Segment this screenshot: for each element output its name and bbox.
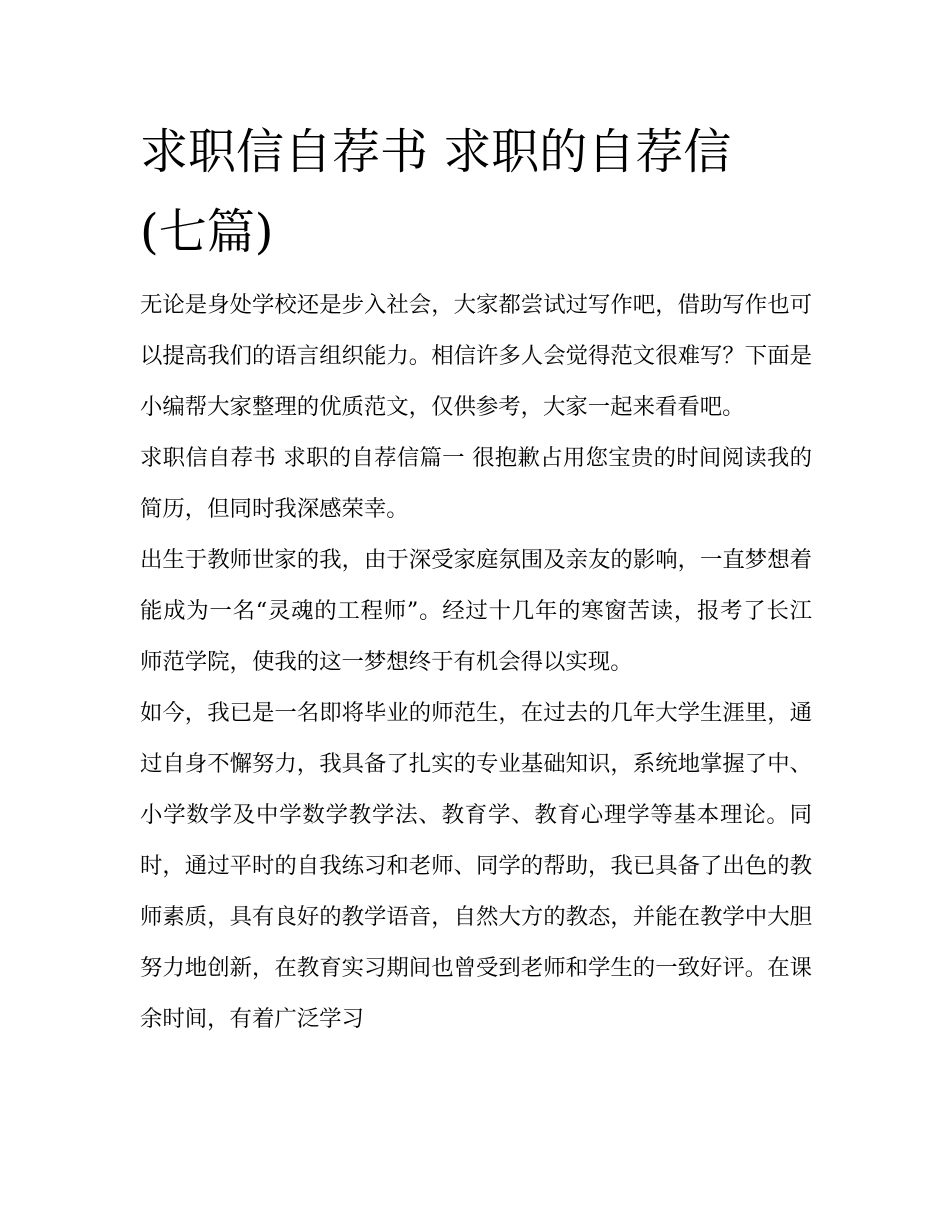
document-title: 求职信自荐书 求职的自荐信(七篇) xyxy=(140,124,732,260)
paragraph-section-one: 求职信自荐书 求职的自荐信篇一 很抱歉占用您宝贵的时间阅读我的简历，但同时我深感荣幸。 xyxy=(140,445,812,522)
paragraph-intro: 无论是身处学校还是步入社会，大家都尝试过写作吧，借助写作也可以提高我们的语言组织能力。相信许多人会觉得范文很难写？下面是小编帮大家整理的优质范文，仅供参考，大家一起来看看吧。 xyxy=(140,292,812,420)
document-body xyxy=(140,280,812,1045)
document-page xyxy=(140,112,812,1045)
paragraph-qualifications: 如今，我已是一名即将毕业的师范生，在过去的几年大学生涯里，通过自身不懈努力，我具备了扎实的专业基础知识，系统地掌握了中、小学数学及中学数学教学法、教育学、教育心理学等基本理论。同时，通过平时的自我练习和老师、同学的帮助，我已具备了出色的教师素质，具有良好的教学语音，自然大方的教态，并能在教学中大胆努力地创新，在教育实习期间也曾受到老师和学生的一致好评。在课余时间，有着广泛学习 xyxy=(140,700,812,1032)
paragraph-background: 出生于教师世家的我，由于深受家庭氛围及亲友的影响，一直梦想着能成为一名“灵魂的工程师”。经过十几年的寒窗苦读，报考了长江师范学院，使我的这一梦想终于有机会得以实现。 xyxy=(140,547,812,675)
